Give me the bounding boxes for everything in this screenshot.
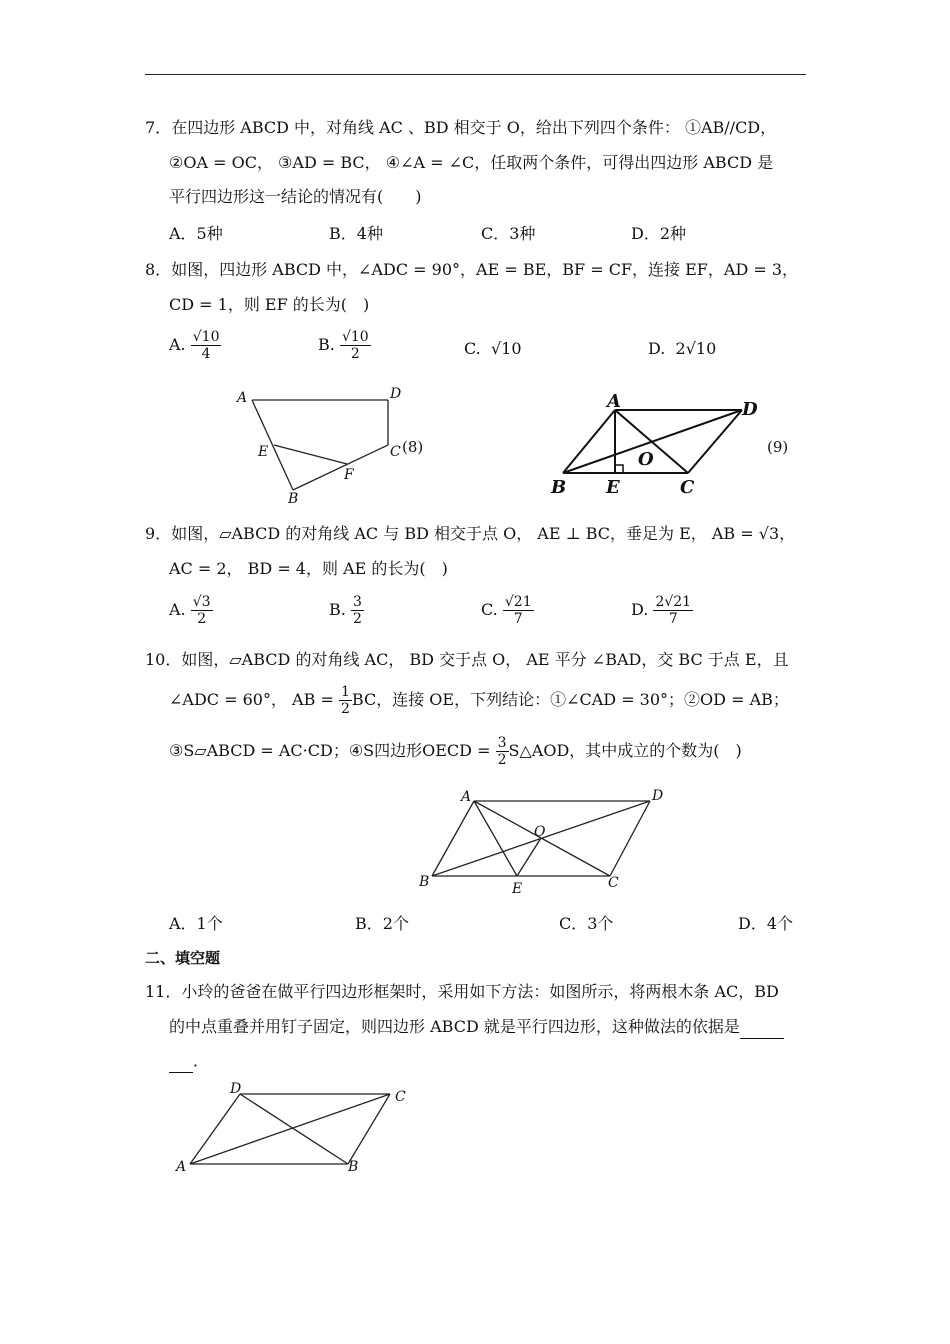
edge-bc: [293, 445, 388, 490]
fraction: $\frac{2√21}{7}$: [655, 594, 692, 627]
question-11-number: 11．: [145, 982, 182, 1001]
label-a: A: [461, 789, 472, 805]
label-b: B: [288, 491, 299, 507]
figure-8: [230, 380, 440, 510]
label-b: B: [551, 477, 567, 498]
label-c: C: [390, 444, 401, 460]
label-b: B: [348, 1159, 359, 1175]
fraction: $\frac{3}{2}$: [352, 594, 362, 627]
question-10-option-c: C．3个: [559, 914, 614, 933]
question-7-option-d: D．2种: [631, 224, 687, 243]
question-9-line2: AC = 2， BD = 4，则 AE 的长为( ): [169, 559, 448, 578]
question-10-number: 10．: [145, 650, 182, 669]
right-angle-mark: [615, 465, 623, 473]
question-10-line2: ∠ADC = 60°， AB = $\frac{1}{2}$ BC，连接 OE，下列结论：①∠CAD = 30°；②OD = AB；: [169, 684, 789, 717]
question-8-option-d: D. 2√10: [648, 339, 717, 358]
label-d: D: [230, 1081, 242, 1097]
label-a: A: [176, 1159, 187, 1175]
question-8-option-c: C. √10: [464, 339, 522, 358]
label-c: C: [395, 1089, 406, 1105]
question-9-line1: 9．如图，▱ABCD 的对角线 AC 与 BD 相交于点 O， AE ⊥ BC，垂足为 E， AB = √3，: [145, 524, 796, 543]
figure-8-caption: (8): [402, 438, 424, 456]
stick-bd: [240, 1094, 348, 1164]
stick-ac: [190, 1094, 390, 1164]
label-a: A: [237, 390, 248, 406]
label-e: E: [258, 444, 269, 460]
label-d: D: [742, 399, 758, 420]
label-c: C: [680, 477, 695, 498]
question-10-option-d: D．4个: [738, 914, 794, 933]
label-b: B: [419, 874, 430, 890]
question-7-number: 7．: [145, 118, 172, 137]
figure-9: [545, 385, 805, 505]
figure-10: [410, 783, 680, 898]
label-o: O: [534, 824, 546, 840]
section-heading-fill-in: 二、填空题: [145, 949, 221, 967]
fraction: $\frac{√21}{7}$: [504, 594, 532, 627]
header-rule: [145, 74, 806, 75]
segment-oe: [517, 838, 541, 876]
question-9-option-c: C. $\frac{√21}{7}$: [481, 594, 532, 627]
question-11-line2: 的中点重叠并用钉子固定，则四边形 ABCD 就是平行四边形，这种做法的依据是: [169, 1016, 784, 1039]
label-f: F: [344, 467, 354, 483]
question-9-option-b: B. $\frac{3}{2}$: [329, 594, 362, 627]
label-d: D: [652, 788, 664, 804]
edge-ad: [190, 1094, 240, 1164]
question-7-option-a: A．5种: [169, 224, 223, 243]
question-8-option-b: B. $\frac{√10}{2}$: [318, 329, 369, 362]
question-10-line1: 10．如图，▱ABCD 的对角线 AC， BD 交于点 O， AE 平分 ∠BAD，交 BC 于点 E，且: [145, 650, 789, 669]
fraction: $\frac{1}{2}$: [340, 684, 350, 717]
edge-ab: [432, 801, 474, 876]
question-7-line1: 7．在四边形 ABCD 中，对角线 AC 、BD 相交于 O，给出下列四个条件： ①AB//CD，: [145, 118, 777, 137]
label-e: E: [606, 477, 620, 498]
question-8-number: 8．: [145, 260, 172, 279]
fraction: $\frac{√3}{2}$: [192, 594, 211, 627]
question-7-line3: 平行四边形这一结论的情况有( ): [169, 187, 422, 206]
fraction: $\frac{√10}{4}$: [192, 329, 220, 362]
edge-cb: [348, 1094, 390, 1164]
question-10-option-a: A．1个: [169, 914, 223, 933]
answer-blank-continued[interactable]: [169, 1050, 193, 1073]
label-e: E: [512, 881, 523, 897]
question-9-number: 9．: [145, 524, 172, 543]
question-8-line2: CD = 1，则 EF 的长为( ): [169, 295, 370, 314]
question-7-option-b: B．4种: [329, 224, 383, 243]
question-9-option-a: A. $\frac{√3}{2}$: [169, 594, 211, 627]
label-c: C: [608, 875, 619, 891]
question-8-option-a: A. $\frac{√10}{4}$: [169, 329, 220, 362]
segment-ef: [274, 445, 347, 464]
fraction: $\frac{3}{2}$: [497, 735, 507, 768]
question-10-option-b: B．2个: [355, 914, 409, 933]
fraction: $\frac{√10}{2}$: [341, 329, 369, 362]
question-10-line3: ③S▱ABCD = AC·CD；④S四边形OECD = $\frac{3}{2}$ S△AOD，其中成立的个数为( ): [169, 735, 742, 768]
question-7-option-c: C．3种: [481, 224, 536, 243]
question-11-line3: ．: [169, 1050, 209, 1073]
label-d: D: [390, 386, 402, 402]
question-8-line1: 8．如图，四边形 ABCD 中，∠ADC = 90°，AE = BE，BF = CF，连接 EF，AD = 3，: [145, 260, 799, 279]
label-a: A: [607, 391, 621, 412]
figure-9-caption: (9): [767, 438, 789, 456]
label-o: O: [638, 449, 654, 470]
question-11-line1: 11．小玲的爸爸在做平行四边形框架时，采用如下方法：如图所示，将两根木条 AC，BD: [145, 982, 779, 1001]
answer-blank[interactable]: [740, 1016, 784, 1039]
figure-11: [170, 1078, 420, 1178]
question-7-line2: ②OA = OC， ③AD = BC， ④∠A = ∠C，任取两个条件，可得出四边形 ABCD 是: [169, 153, 774, 172]
question-9-option-d: D. $\frac{2√21}{7}$: [631, 594, 692, 627]
